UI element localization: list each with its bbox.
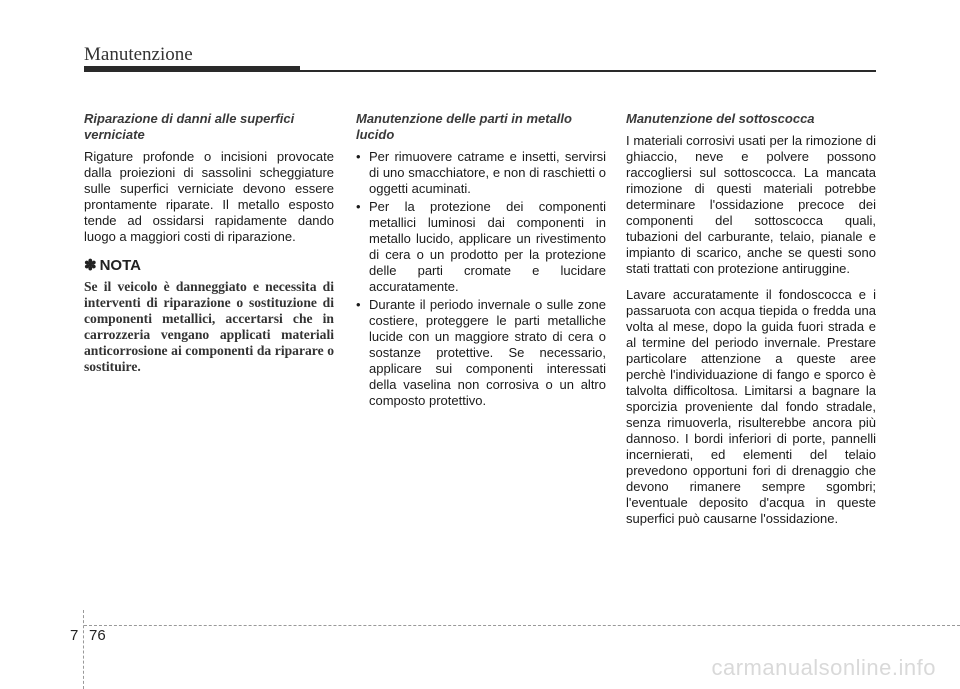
paragraph-paint-repair: Rigature profonde o incisioni provocate dalla proiezioni di sassolini scheggiature sulle superfici verniciate devono essere prontamente riparate. Il metallo esposto tende ad ossidarsi rapidamente dando luogo a maggiori costi di riparazione.: [84, 149, 334, 244]
list-item-text: Per la protezione dei componenti metallici luminosi dai componenti in metallo lucido, applicare un rivestimento di cera o un prodotto per la protezione delle parti cromate e lucidare accuratamente.: [369, 199, 606, 294]
section-heading-polished-metal: Manutenzione delle parti in metallo lucido: [356, 111, 572, 142]
bullet-icon: •: [356, 149, 361, 164]
bullet-list-polished-metal: [356, 149, 606, 409]
section-heading-underbody: Manutenzione del sottoscocca: [626, 111, 815, 126]
footer-horizontal-divider: [84, 625, 960, 626]
list-item-text: Per rimuovere catrame e insetti, servirsi di uno smacchiatore, e non di raschietti o oggetti acuminati.: [369, 149, 606, 196]
header-rule-thick: [84, 66, 300, 72]
list-item: [356, 297, 606, 409]
section-heading-paint-repair: Riparazione di danni alle superfici verniciate: [84, 111, 295, 142]
list-item-text: Durante il periodo invernale o sulle zone costiere, proteggere le parti metalliche lucide con un maggiore strato di cera o sostanze protettive. Se necessario, applicare sui componenti interessati della vaselina non corrosiva o un altro composto protettivo.: [369, 297, 606, 408]
watermark: carmanualsonline.info: [711, 655, 936, 680]
page-header-title: Manutenzione: [84, 44, 193, 65]
header-rule-thin: [300, 70, 876, 72]
paragraph-underbody-2: Lavare accuratamente il fondoscocca e i passaruota con acqua tiepida o fredda una volta al mese, dopo la guida fuori strada e al termine del periodo invernale. Prestare particolare attenzione a queste aree perchè l'individuazione di fango e sporco è talvolta difficoltosa. Limitarsi a bagnare la sporcizia proveniente dal fondo stradale, senza rimuoverla, risulterebbe ancora più dannoso. I bordi inferiori di porte, pannelli incernierati, ed elementi del telaio prevedono opportuni fori di drenaggio che devono rimanere sempre sgombri; l'eventuale deposito d'acqua in queste superfici può causarne l'ossidazione.: [626, 287, 876, 526]
nota-label: NOTA: [99, 257, 141, 274]
column-left: [84, 111, 334, 375]
nota-heading: [84, 257, 334, 275]
bullet-icon: •: [356, 297, 361, 312]
column-right: [626, 111, 876, 537]
bullet-icon: •: [356, 199, 361, 214]
list-item: [356, 149, 606, 197]
nota-star-icon: ✽: [84, 257, 97, 274]
page-number: 76: [89, 627, 106, 644]
section-number: 7: [70, 627, 79, 644]
nota-text: Se il veicolo è danneggiato e necessita di interventi di riparazione o sostituzione di componenti metallici, accertarsi che in carrozzeria vengano applicati materiali anticorrosione ai componenti da riparare o sostituire.: [84, 279, 334, 374]
paragraph-underbody-1: I materiali corrosivi usati per la rimozione di ghiaccio, neve e polvere possono raccogliersi sul sottoscocca. La mancata rimozione di questi materiali potrebbe determinare l'ossidazione precoce dei componenti del sottoscocca quali, tubazioni del carburante, telaio, pianale e impianto di scarico, anche se questi sono stati trattati con protezione antiruggine.: [626, 133, 876, 276]
column-middle: [356, 111, 606, 411]
list-item: [356, 199, 606, 295]
footer-vertical-divider: [83, 610, 84, 689]
